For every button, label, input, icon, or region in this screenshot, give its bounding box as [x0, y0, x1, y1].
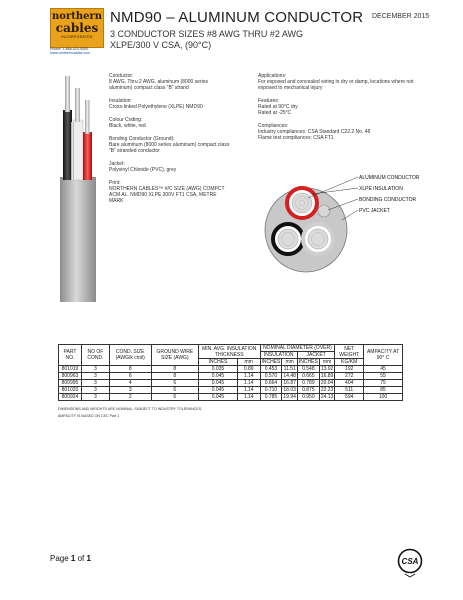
table-row	[59, 366, 403, 373]
table-row	[59, 387, 403, 394]
table-cell: 0.045	[199, 373, 238, 380]
table-cell: 3	[81, 387, 109, 394]
spec-heading: Jacket:	[109, 161, 125, 167]
csa-text: CSA	[401, 557, 419, 566]
table-cell: 0.664	[260, 380, 282, 387]
table-cell: 3	[109, 387, 151, 394]
table-cell: 0.045	[199, 387, 238, 394]
table-cell: 8	[109, 366, 151, 373]
table-cell: 0.045	[199, 394, 238, 401]
table-cell: 16.89	[320, 373, 334, 379]
unit-mm: mm	[282, 359, 298, 366]
table-row	[59, 373, 403, 380]
unit-inches: INCHES	[261, 359, 281, 365]
col-jacket: JACKET	[297, 352, 334, 359]
spec-body: Black, white, red	[109, 123, 146, 129]
spec-body: Cross-linked Polyethylene (XLPE) NMD90	[109, 104, 203, 110]
unit-inches: INCHES	[199, 359, 238, 366]
spec-bonding-conductor	[109, 136, 231, 154]
website-link[interactable]: www.northerncables.com	[50, 51, 91, 56]
page-number	[50, 554, 91, 563]
specs-right	[258, 73, 428, 141]
col-ground-wire: GROUND WIRE SIZE (AWG)	[151, 345, 198, 366]
table-cell: 192	[335, 366, 364, 373]
table-cell: 0.785	[260, 394, 282, 401]
spec-table	[58, 344, 403, 401]
table-cell: 0.789	[297, 380, 319, 387]
spec-applications	[258, 73, 428, 91]
logo-line2: cables	[55, 21, 99, 35]
col-no-of-cond: NO OF COND.	[81, 345, 109, 366]
spec-heading: Print:	[109, 180, 121, 186]
table-cell: 16.87	[283, 380, 296, 386]
spec-heading: Bonding Conductor (Ground):	[109, 136, 175, 142]
table-cell: 8	[151, 366, 198, 373]
table-cell: 3	[81, 394, 109, 401]
unit-inches: INCHES	[298, 359, 318, 365]
company-logo	[50, 8, 104, 48]
spec-colour-coding	[109, 117, 231, 129]
spec-heading: Applications:	[258, 73, 287, 79]
page-of: of	[77, 554, 85, 563]
table-cell: 45	[364, 366, 403, 373]
spec-conductor	[109, 73, 231, 91]
table-cell: 272	[335, 373, 364, 380]
spec-heading: Insulation:	[109, 98, 132, 104]
table-cell: 0.548	[297, 366, 319, 373]
spec-compliances	[258, 123, 428, 141]
table-cell: 14.48	[283, 373, 296, 379]
table-cell: 3	[81, 366, 109, 373]
subtitle	[110, 29, 303, 51]
spec-body: Industry compliances: CSA Standard C22.2 No. 48	[258, 129, 371, 135]
table-cell: 0.875	[297, 387, 319, 394]
table-cell: 2	[109, 394, 151, 401]
spec-features	[258, 98, 428, 116]
col-min-avg-insulation: MIN. AVG. INSULATION THICKNESS	[199, 345, 260, 359]
spec-body: 8 AWG. Thru 2 AWG. aluminum (8000 series aluminum) compact class “B” strand	[109, 79, 209, 91]
table-cell: 100	[364, 394, 403, 401]
label-pvc-jacket: PVC JACKET	[359, 208, 390, 214]
table-cell: 1.14	[237, 394, 260, 401]
table-cell: 0.665	[297, 373, 319, 380]
table-row	[59, 380, 403, 387]
table-cell: 1.14	[237, 387, 260, 394]
table-cell: 3	[81, 373, 109, 380]
table-cell: 75	[364, 380, 403, 387]
note-ampacity: AMPACITY IS BASED ON CEC Part 1	[58, 414, 120, 418]
table-cell: 6	[109, 373, 151, 380]
spec-heading: Colour Coding:	[109, 117, 143, 123]
spec-body: For exposed and concealed wiring in dry or damp, locations where not exposed to mechanical injury	[258, 79, 414, 91]
spec-body: Bare aluminum (8000 series aluminum) compact class “B” stranded conductor	[109, 142, 230, 154]
table-cell: 0.570	[260, 373, 282, 380]
bonding-conductor-shape	[318, 205, 330, 217]
table-cell: 55	[364, 373, 403, 380]
cross-section-diagram	[262, 168, 452, 278]
table-cell: 6	[151, 387, 198, 394]
table-cell: 800995	[59, 380, 82, 387]
spec-body: Rated at 90°C dry	[258, 104, 298, 110]
table-row	[59, 394, 403, 401]
table-cell: 0.035	[199, 366, 238, 373]
phone: Phone: 1-866-524-5050	[50, 47, 88, 51]
table-cell: 8	[151, 373, 198, 380]
table-cell: 594	[335, 394, 364, 401]
table-cell: 0.710	[260, 387, 282, 394]
spec-heading: Features:	[258, 98, 280, 104]
table-cell: 6	[151, 380, 198, 387]
table-cell: 19.94	[283, 394, 296, 400]
col-net-weight: NET WEIGHT	[335, 345, 364, 359]
spec-heading: Compliances:	[258, 123, 289, 129]
table-cell: 18.03	[283, 387, 296, 393]
label-aluminum-conductor: ALUMINUM CONDUCTOR	[359, 175, 420, 181]
doc-date: DECEMBER 2015	[372, 13, 430, 20]
specs-left	[109, 73, 231, 204]
col-insulation: INSULATION	[260, 352, 297, 359]
col-ampacity: AMPACITY AT 90° C	[364, 345, 403, 366]
label-bonding-conductor: BONDING CONDUCTOR	[359, 197, 417, 203]
label-xlpe-insulation: XLPE INSULATION	[359, 186, 403, 192]
unit-mm: mm	[237, 359, 260, 366]
table-cell: 0.89	[237, 366, 260, 373]
table-cell: 4	[109, 380, 151, 387]
subtitle-line-2: XLPE/300 V CSA, (90°C)	[110, 40, 212, 50]
table-cell: 20.04	[320, 380, 334, 386]
table-cell: 22.23	[320, 387, 334, 393]
table-cell: 404	[335, 380, 364, 387]
table-cell: 800924	[59, 394, 82, 401]
note-dimensions: DIMENSIONS AND WEIGHTS ARE NOMINAL; SUBJECT TO INDUSTRY TOLERANCES.	[58, 407, 203, 411]
spec-body: Flame test compliances: CSA FT1	[258, 135, 334, 141]
subtitle-line-1: 3 CONDUCTOR SIZES #8 AWG THRU #2 AWG	[110, 29, 304, 39]
table-cell: 801020	[59, 387, 82, 394]
spec-body: Polyvinyl Chloride (PVC), grey	[109, 167, 177, 173]
logo-line1: northern	[52, 11, 102, 22]
table-cell: 0.453	[260, 366, 282, 373]
csa-logo	[397, 548, 423, 578]
page-total: 1	[86, 554, 91, 563]
table-cell: 85	[364, 387, 403, 394]
table-cell: 24.13	[320, 394, 334, 400]
spec-body: NORTHERN CABLES™ #/C SIZE (AWG) COMPCT ACM AL. NMD90 XLPE 300V FT1 CSA, METRE MARK	[109, 186, 225, 204]
aluminum-conductor-shape	[292, 193, 312, 213]
table-cell: 0.950	[297, 394, 319, 401]
spec-print	[109, 180, 231, 204]
table-cell: 801019	[59, 366, 82, 373]
page-current: 1	[70, 554, 76, 563]
spec-insulation	[109, 98, 231, 110]
page-title: NMD90 – ALUMINUM CONDUCTOR	[110, 9, 364, 26]
table-cell: 0.045	[199, 380, 238, 387]
table-cell: 1.14	[237, 380, 260, 387]
spec-body: Rated at -25°C	[258, 110, 292, 116]
table-cell: 800963	[59, 373, 82, 380]
table-cell: 6	[151, 394, 198, 401]
table-cell: 511	[335, 387, 364, 394]
col-nominal-diameter: NOMINAL DIAMETER (OVER)	[260, 345, 335, 352]
col-cond-size: COND. SIZE (AWG/k cmil)	[109, 345, 151, 366]
unit-mm: mm	[319, 359, 335, 366]
table-cell: 13.92	[320, 366, 334, 372]
logo-line3: INCORPORATED	[61, 35, 93, 39]
col-part-no: PART NO.	[59, 345, 82, 366]
spec-heading: Conductor:	[109, 73, 134, 79]
table-cell: 3	[81, 380, 109, 387]
table-cell: 11.51	[283, 366, 296, 372]
unit-kgkm: KG/KM	[335, 359, 364, 366]
spec-jacket	[109, 161, 231, 173]
cable-illustration	[50, 72, 105, 302]
page-prefix: Page	[50, 554, 69, 563]
table-cell: 1.14	[237, 373, 260, 380]
contact-info	[50, 47, 90, 56]
